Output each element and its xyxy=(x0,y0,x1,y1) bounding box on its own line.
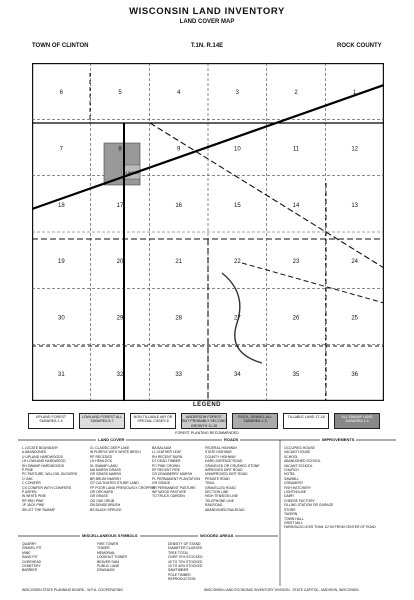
legend-entry: STATE HIGHWAY xyxy=(205,450,233,455)
legend-entry: TRAIL xyxy=(205,481,215,486)
legend-entry: GRAVELED OR CRUSHED STONE xyxy=(205,463,260,468)
wooded-areas-heading: WOODED AREAS xyxy=(200,533,234,538)
section-number: 30 xyxy=(57,315,65,322)
legend-entry: UNIMPROVED DIRT ROAD xyxy=(205,472,248,477)
legend-entry: TAVERN xyxy=(284,512,298,517)
legend-heading: LEGEND xyxy=(192,402,221,408)
footer-right: WISCONSIN LAND ECONOMIC INVENTORY DIVISION - STATE CAPITOL - MADISON, WISCONSIN xyxy=(204,588,359,592)
legend-entry: TREE TOTAL xyxy=(168,550,189,555)
legend-entry: RF RECENT FIRE xyxy=(152,468,181,473)
legend-entry: TOWER xyxy=(97,546,110,551)
legend-entry: STORE xyxy=(284,507,296,512)
legend-entry: OVER 70% STOCKED xyxy=(168,555,203,560)
legend-class-box: ALL SWAMP LAND SUBAREA 1-4 xyxy=(334,413,380,429)
legend-entry: PL PERMANENT PLANTATION xyxy=(152,476,200,481)
legend-class-box: ROCK, GRAVEL ALL SUBAREA 1-3 xyxy=(232,413,278,429)
section-number: 5 xyxy=(118,90,122,97)
legend-entry: OCCUPIED HOUSE xyxy=(284,446,315,450)
legend-entry: SB LET THE SWAMP xyxy=(22,507,55,512)
legend-entry: CL CLASSIC DEEP LAKE xyxy=(90,446,130,450)
legend-entry: CEMETERY xyxy=(22,564,41,569)
legend-entry: BEAVER DAM xyxy=(97,559,119,564)
legend-entry: P ASPEN xyxy=(22,490,37,495)
legend-class-box: LOWLAND FOREST ALL SUBAREA 5-7 xyxy=(79,413,125,429)
legend-entry: TOWN HALL xyxy=(284,516,304,521)
legend-class-box: NON-TILLABLE AIR OR SPECIAL CASES 8 xyxy=(130,413,176,429)
section-number: 24 xyxy=(351,259,359,266)
legend-entry: RP RED PINE xyxy=(22,498,44,503)
legend-entry: HOTEL xyxy=(284,472,296,477)
land-cover-list-3 xyxy=(152,446,200,499)
section-number: 7 xyxy=(59,146,64,153)
map-title: WISCONSIN LAND INVENTORY xyxy=(129,6,285,17)
section-number: 35 xyxy=(292,371,300,378)
improvements-heading: IMPROVEMENTS xyxy=(322,437,355,442)
legend-entry: IMPROVED DIRT ROAD xyxy=(205,468,243,473)
legend-entry: TELEPHONE LINE xyxy=(205,498,235,503)
section-number: 16 xyxy=(175,202,183,209)
legend-entry: REPRODUCTION xyxy=(168,577,196,582)
legend-entry: DENSITY OF STAND xyxy=(168,542,201,546)
legend-entry: FP POOR LAND PREVIOUSLY CROPPED xyxy=(90,485,156,490)
legend-entry: C CONIFER xyxy=(22,481,41,486)
legend-entry: PR PERMANENT PASTURE xyxy=(152,485,196,490)
legend-class-box: UPLAND FOREST SUBAREA 1-4 xyxy=(28,413,74,429)
section-number: 12 xyxy=(351,146,359,153)
legend-entry: LH LOWLAND HARDWOOD xyxy=(22,459,66,464)
section-number: 33 xyxy=(175,371,183,378)
section-number: 29 xyxy=(116,315,124,322)
legend-entry: SAWMILL xyxy=(284,476,300,481)
section-number: 1 xyxy=(352,90,357,97)
legend-entry: W PURPLE WITH WHITE BIRCH xyxy=(90,450,141,455)
section-number: 23 xyxy=(292,259,300,266)
township-map xyxy=(32,63,384,401)
section-number: 22 xyxy=(233,259,241,266)
section-number: 3 xyxy=(235,90,240,97)
section-number: 10 xyxy=(233,146,241,153)
section-number: 27 xyxy=(233,315,241,322)
legend-entry: WP WOOD PASTURE xyxy=(152,490,186,495)
legend-entry: BR BRUSH MARSH xyxy=(90,476,121,481)
legend-entry: ABANDONED SCHOOL xyxy=(284,459,321,464)
legend-entry: RAILROAD xyxy=(205,503,223,508)
legend-entry: 40 TO 70% STOCKED xyxy=(168,559,203,564)
legend-entry: PC PINE CROWN xyxy=(152,463,180,468)
legend-entry: P PINE xyxy=(22,468,34,473)
footer-left: WISCONSIN STATE PLANNING BOARD - W.P.A. COOPERATING xyxy=(22,588,123,592)
legend-entry: SL SWAMP LAND xyxy=(90,463,118,468)
legend-entry: PUBLIC LAND xyxy=(97,564,120,569)
section-number: 6 xyxy=(59,90,64,97)
legend-entry: VACANT SCHOOL xyxy=(284,463,313,468)
legend-entry: SECTION LINE xyxy=(205,490,229,495)
legend-entry: LIGHTHOUSE xyxy=(284,490,307,495)
legend-entry: GR GRASS MARSH xyxy=(90,472,122,477)
county-label: ROCK COUNTY xyxy=(337,43,382,49)
land-cover-list-2 xyxy=(90,446,155,512)
legend-entry: SAND PIT xyxy=(22,555,38,560)
legend-entry: FEDERAL HIGHWAY xyxy=(205,446,238,450)
improvements-list xyxy=(284,446,376,530)
legend-entry: FIRE TOWER xyxy=(97,542,119,546)
legend-entry: SAWTIMBER xyxy=(168,568,189,573)
legend-class-box: TILLABLE LAND 17-18 xyxy=(283,413,329,429)
legend-entry: DIAMETER CLASSES xyxy=(168,546,203,551)
legend-entry: OVERHEAD xyxy=(22,559,42,564)
misc-symbols-heading: MISCELLANEOUS SYMBOLS xyxy=(82,533,138,538)
section-number: 26 xyxy=(292,315,300,322)
legend-entry: U UPLAND HARDWOODS xyxy=(22,454,63,459)
section-number: 8 xyxy=(118,146,122,153)
legend-entry: BA BALSAM xyxy=(152,446,172,450)
legend-entry: GRAVELLED ROAD xyxy=(205,485,236,490)
legend-entry: GR GRASS xyxy=(90,494,108,499)
section-number: 25 xyxy=(351,315,359,322)
legend-entry: JP JACK PINE xyxy=(22,503,45,508)
legend-entry: LOOKOUT TOWER xyxy=(97,555,127,560)
legend-entry: RH RECENT BURN xyxy=(152,454,183,459)
legend-entry: DRAINAGE xyxy=(97,568,115,573)
legend-entry: FILLING STATION OR GARAGE xyxy=(284,503,334,508)
section-number: 2 xyxy=(294,90,298,97)
legend-entry: CP CULTIVATED STUMP LAND xyxy=(90,481,139,486)
legend-entry: LH HEMLOCK xyxy=(90,459,113,464)
legend-entry: DT DEAD TIMBER xyxy=(152,459,181,464)
legend-entry: SH SWAMP HARDWOODS xyxy=(22,463,65,468)
legend-entry: COUNTY HIGHWAY xyxy=(205,454,237,459)
legend-entry: GR GRADE xyxy=(152,481,171,486)
legend-entry: OR ORCHARD xyxy=(90,490,114,495)
section-number: 36 xyxy=(351,371,359,378)
land-cover-heading: LAND COVER xyxy=(98,437,125,442)
wooded-areas-list xyxy=(168,542,203,582)
section-number: 21 xyxy=(175,259,183,266)
legend-entry: W WHITE PINE xyxy=(22,494,46,499)
section-number: 15 xyxy=(233,202,241,209)
legend-entry: BARRIER xyxy=(22,568,38,573)
legend-entry: O OAK xyxy=(22,476,33,481)
roads-heading: ROADS xyxy=(224,437,239,442)
section-number: 32 xyxy=(116,371,124,378)
section-number: 20 xyxy=(116,259,124,266)
section-number: 14 xyxy=(292,202,300,209)
legend-entry: LL LEATHER LEAF xyxy=(152,450,182,455)
legend-entry: RF RECEDED xyxy=(90,454,113,459)
legend-entry: PC PASTURE, WILLOW, SUCKERS xyxy=(22,472,78,477)
legend-entry: TG TRUCK GARDEN xyxy=(152,494,185,499)
legend-entry: GRIST MILL xyxy=(284,520,303,525)
roads-list xyxy=(205,446,260,512)
section-number: 18 xyxy=(57,202,65,209)
legend-entry: CREAMERY xyxy=(284,481,304,486)
legend-entry: A ABANDONED xyxy=(22,450,47,455)
legend-entry: GRAVEL PIT xyxy=(22,546,42,551)
section-number: 13 xyxy=(351,202,359,209)
legend-entry: HARD SURFACE ROAD xyxy=(205,459,243,464)
land-cover-list-1 xyxy=(22,446,77,512)
section-number: 19 xyxy=(57,259,65,266)
legend-entry: DB DENSE BRUSH xyxy=(90,503,121,508)
forest-note: FOREST PLANTING RECOMMENDED xyxy=(175,431,239,435)
legend-entry: MEMORIAL xyxy=(97,550,116,555)
section-number: 34 xyxy=(233,371,241,378)
legend-entry: QUARRY xyxy=(22,542,37,546)
town-label: TOWN OF CLINTON xyxy=(32,43,89,49)
legend-entry: FARM BLDG LESS THAN 1/2 MI FROM CENTER OF ROAD xyxy=(284,525,376,530)
section-number: 28 xyxy=(175,315,183,322)
legend-entry: VACANT HOUSE xyxy=(284,450,311,455)
legend-entry: MA MARSH GRASS xyxy=(90,468,121,473)
legend-entry: CR CRANBERRY MARSH xyxy=(152,472,193,477)
legend-entry: SCHOOL xyxy=(284,454,299,459)
legend-entry: BS BLACK SPRUCE xyxy=(90,507,122,512)
legend-entry: HIGH TENSION LINE xyxy=(205,494,238,499)
misc-symbols-list xyxy=(22,542,152,573)
map-subtitle: LAND COVER MAP xyxy=(179,19,235,25)
legend-entry: FISH HATCHERY xyxy=(284,485,312,490)
legend-entry: 10 TO 40% STOCKED xyxy=(168,564,203,569)
township-range-label: T.1N. R.14E xyxy=(190,43,224,49)
legend-entry: L LOCATE BOUNDARY xyxy=(22,446,59,450)
legend-entry: CS CONIFER WITH CONIFERS xyxy=(22,485,71,490)
section-number: 17 xyxy=(116,202,124,209)
section-number: 9 xyxy=(176,146,181,153)
legend-entry: ABANDONED RAILROAD xyxy=(205,507,245,512)
legend-entry: MINE xyxy=(22,550,31,555)
legend-entry: CHURCH xyxy=(284,468,299,473)
legend-entry: DAIRY xyxy=(284,494,295,499)
place-label: CLINTON xyxy=(123,171,139,175)
section-number: 11 xyxy=(292,146,300,153)
legend-entry: CHEESE FACTORY xyxy=(284,498,315,503)
legend-entry: OG OAK GRUB xyxy=(90,498,115,503)
section-number: 4 xyxy=(176,90,181,97)
legend-class-box: ANDERSON FOREST BUT PROBABLY SECOND GROWTH 11-16 xyxy=(182,415,226,428)
legend-entry: PRIVATE ROAD xyxy=(205,476,230,481)
section-number: 31 xyxy=(57,371,65,378)
legend-entry: POLE TIMBER xyxy=(168,572,191,577)
